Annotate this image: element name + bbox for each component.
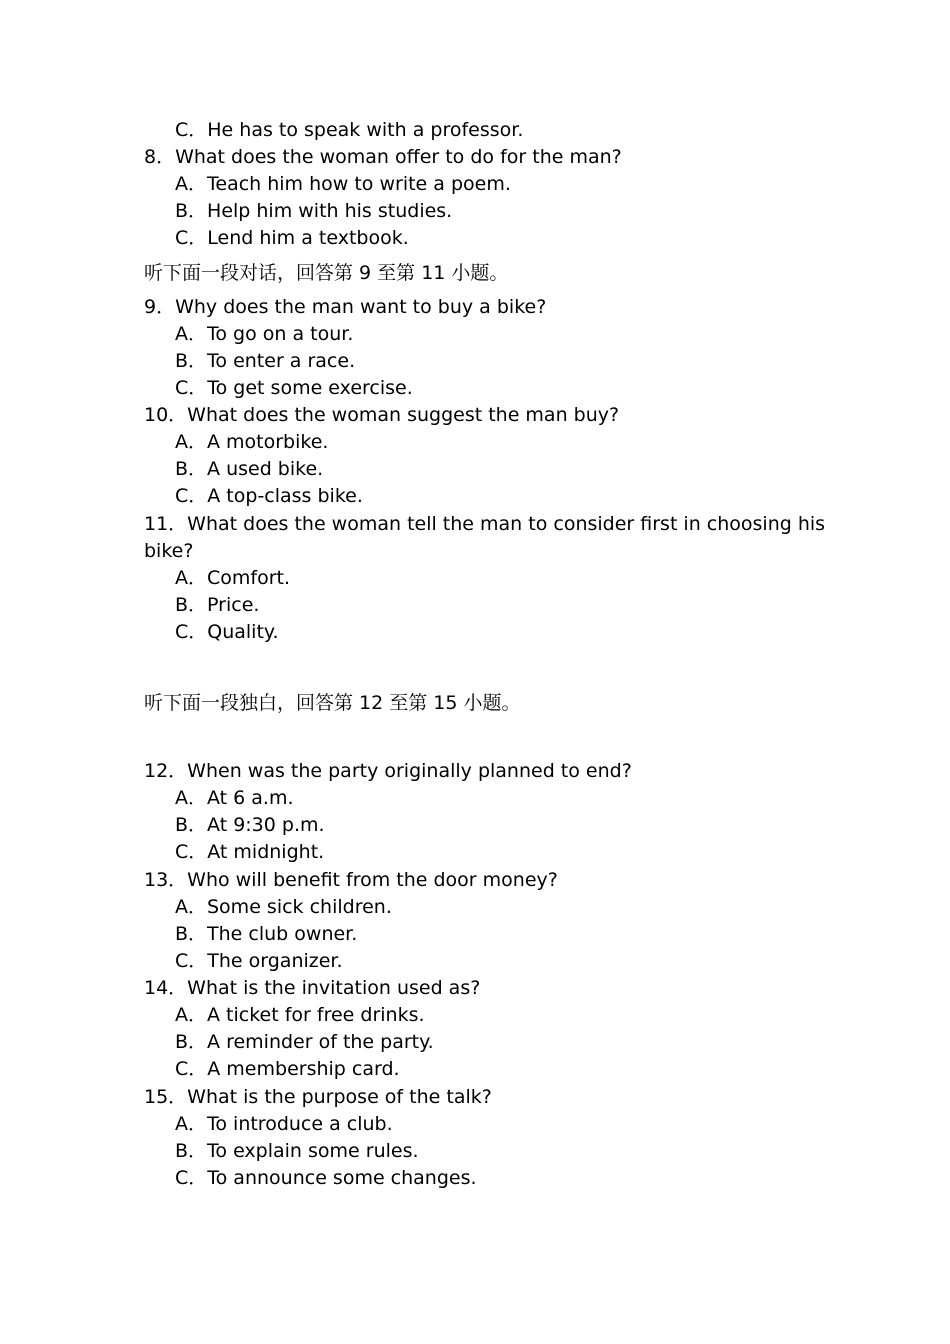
q14-option-b: B．A reminder of the party. — [175, 1031, 434, 1053]
q11-option-a: A．Comfort. — [175, 567, 291, 589]
question-15: 15．What is the purpose of the talk? — [144, 1086, 492, 1108]
q12-option-c: C．At midnight. — [175, 841, 325, 863]
q11-option-b: B．Price. — [175, 594, 260, 616]
question-12: 12．When was the party originally planned to end? — [144, 760, 632, 782]
q9-option-c: C．To get some exercise. — [175, 377, 413, 399]
section-instruction-12-15: 听下面一段独白，回答第 12 至第 15 小题。 — [144, 692, 521, 714]
question-14: 14．What is the invitation used as? — [144, 977, 481, 999]
q8-option-b: B．Help him with his studies. — [175, 200, 453, 222]
q11-option-c: C．Quality. — [175, 621, 279, 643]
q10-option-c: C．A top-class bike. — [175, 485, 363, 507]
question-11-continued: bike? — [144, 540, 194, 562]
q9-option-a: A．To go on a tour. — [175, 323, 354, 345]
q15-option-b: B．To explain some rules. — [175, 1140, 419, 1162]
q13-option-b: B．The club owner. — [175, 923, 358, 945]
question-9: 9．Why does the man want to buy a bike? — [144, 296, 547, 318]
question-13: 13．Who will benefit from the door money? — [144, 869, 558, 891]
q8-option-c: C．Lend him a textbook. — [175, 227, 409, 249]
q8-option-a: A．Teach him how to write a poem. — [175, 173, 511, 195]
q12-option-a: A．At 6 a.m. — [175, 787, 294, 809]
q12-option-b: B．At 9:30 p.m. — [175, 814, 325, 836]
question-8: 8．What does the woman offer to do for the man? — [144, 146, 622, 168]
q13-option-c: C．The organizer. — [175, 950, 343, 972]
q9-option-b: B．To enter a race. — [175, 350, 356, 372]
q10-option-b: B．A used bike. — [175, 458, 324, 480]
question-11: 11．What does the woman tell the man to consider first in choosing his — [144, 513, 826, 535]
section-instruction-9-11: 听下面一段对话，回答第 9 至第 11 小题。 — [144, 262, 509, 284]
q14-option-a: A．A ticket for free drinks. — [175, 1004, 425, 1026]
q15-option-c: C．To announce some changes. — [175, 1167, 477, 1189]
q13-option-a: A．Some sick children. — [175, 896, 392, 918]
q7-option-c: C．He has to speak with a professor. — [175, 119, 524, 141]
q10-option-a: A．A motorbike. — [175, 431, 329, 453]
q15-option-a: A．To introduce a club. — [175, 1113, 393, 1135]
q14-option-c: C．A membership card. — [175, 1058, 400, 1080]
question-10: 10．What does the woman suggest the man buy? — [144, 404, 620, 426]
